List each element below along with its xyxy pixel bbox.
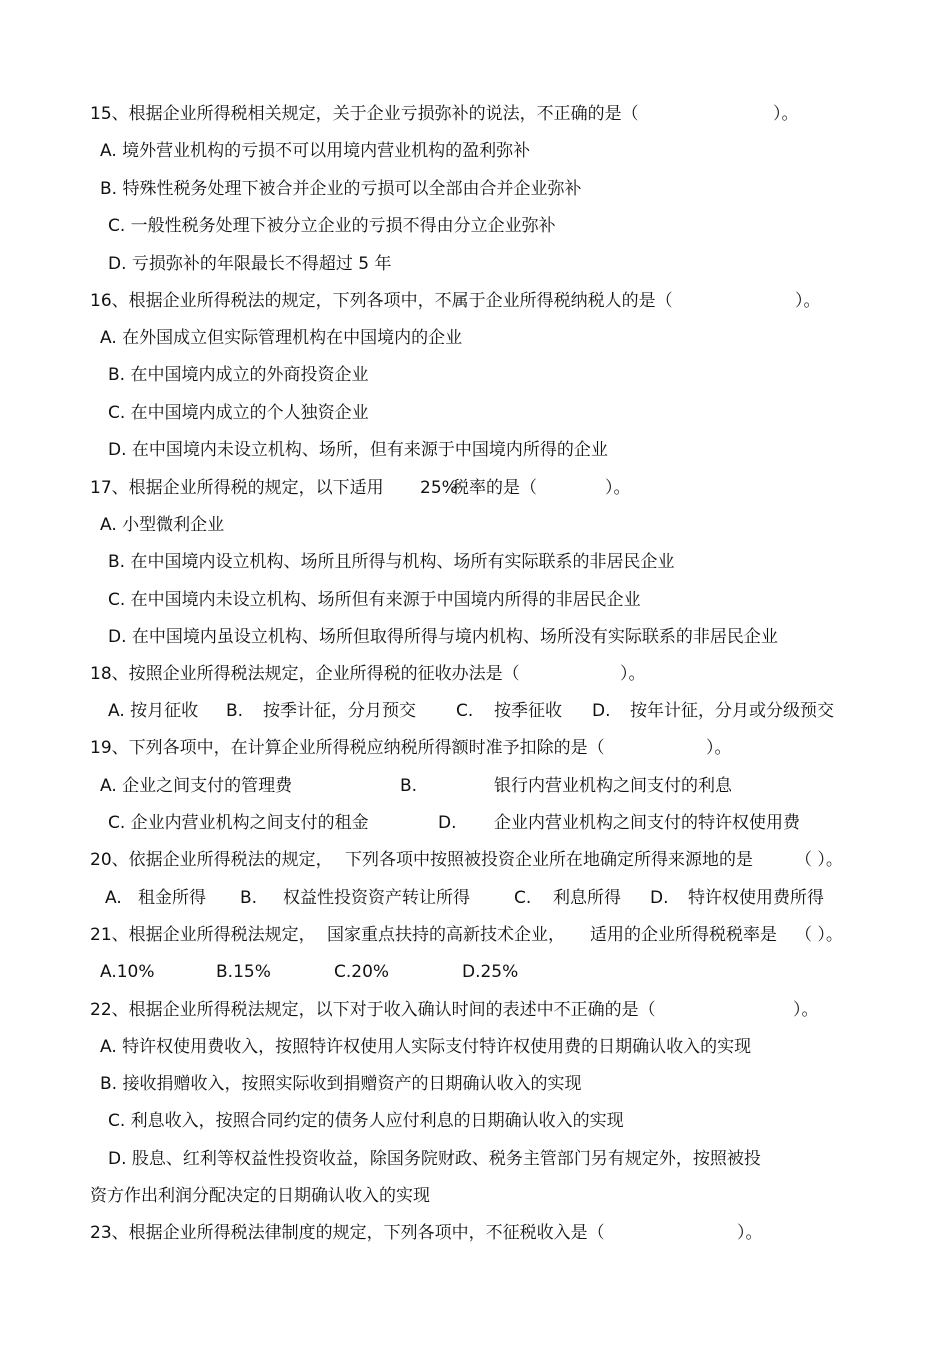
question-18-option-d-letter: D.: [592, 701, 611, 721]
question-20-option-c-letter: C.: [514, 888, 532, 908]
question-18-option-b: 按季计征，分月预交: [263, 701, 416, 721]
question-21-option-a: A.10%: [100, 962, 155, 982]
question-21-option-d: D.25%: [462, 962, 519, 982]
question-20-stem: 20、依据企业所得税法的规定，: [90, 850, 333, 870]
question-18-option-a: A. 按月征收: [108, 701, 199, 721]
question-16-stem-end: ）。: [795, 291, 821, 311]
question-15-stem: 15、根据企业所得税相关规定，关于企业亏损弥补的说法，不正确的是（: [90, 104, 639, 124]
question-15-option-c: C. 一般性税务处理下被分立企业的亏损不得由分立企业弥补: [108, 216, 556, 236]
question-22-stem: 22、根据企业所得税法规定，以下对于收入确认时间的表述中不正确的是（: [90, 1000, 656, 1020]
question-20-option-a: 租金所得: [138, 888, 206, 908]
question-17-stem-end: ）。: [605, 478, 631, 498]
question-19-option-d-letter: D.: [438, 813, 457, 833]
question-17-option-d: D. 在中国境内虽设立机构、场所但取得所得与境内机构、场所没有实际联系的非居民企业: [108, 627, 778, 647]
question-20-option-c: 利息所得: [553, 888, 621, 908]
question-19-option-d: 企业内营业机构之间支付的特许权使用费: [494, 813, 800, 833]
question-19-option-b-letter: B.: [400, 776, 418, 796]
question-23-stem-end: ）。: [737, 1223, 763, 1243]
question-19-stem: 19、下列各项中，在计算企业所得税应纳税所得额时准予扣除的是（: [90, 738, 605, 758]
question-17-rate: 25%: [420, 478, 458, 498]
question-17-option-c: C. 在中国境内未设立机构、场所但有来源于中国境内所得的非居民企业: [108, 590, 641, 610]
question-19-option-a: A. 企业之间支付的管理费: [100, 776, 293, 796]
question-15-option-d: D. 亏损弥补的年限最长不得超过 5 年: [108, 254, 392, 274]
question-17-stem-mid: 税率的是（: [452, 478, 537, 498]
question-19-option-b: 银行内营业机构之间支付的利息: [494, 776, 732, 796]
question-18-option-c: 按季征收: [494, 701, 562, 721]
question-18-option-d: 按年计征，分月或分级预交: [630, 701, 834, 721]
question-16-option-b: B. 在中国境内成立的外商投资企业: [108, 365, 369, 385]
question-20-stem-end: （ ）。: [795, 850, 843, 870]
question-17-stem: 17、根据企业所得税的规定，以下适用: [90, 478, 384, 498]
question-16-option-c: C. 在中国境内成立的个人独资企业: [108, 403, 369, 423]
question-17-option-b: B. 在中国境内设立机构、场所且所得与机构、场所有实际联系的非居民企业: [108, 552, 675, 572]
question-15-option-a: A. 境外营业机构的亏损不可以用境内营业机构的盈利弥补: [100, 141, 531, 161]
question-17-option-a: A. 小型微利企业: [100, 515, 225, 535]
question-21-option-b: B.15%: [216, 962, 271, 982]
question-20-option-b: 权益性投资资产转让所得: [283, 888, 470, 908]
question-16-stem: 16、根据企业所得税法的规定，下列各项中，不属于企业所得税纳税人的是（: [90, 291, 673, 311]
question-16-option-d: D. 在中国境内未设立机构、场所，但有来源于中国境内所得的企业: [108, 440, 608, 460]
question-15-option-b: B. 特殊性税务处理下被合并企业的亏损可以全部由合并企业弥补: [100, 179, 582, 199]
question-20-option-a-letter: A.: [105, 888, 122, 908]
question-22-option-d: D. 股息、红利等权益性投资收益，除国务院财政、税务主管部门另有规定外，按照被投: [108, 1149, 761, 1169]
question-21-stem: 21、根据企业所得税法规定，: [90, 925, 316, 945]
question-18-option-c-letter: C.: [456, 701, 474, 721]
question-20-option-d-letter: D.: [650, 888, 669, 908]
question-18-option-b-letter: B.: [226, 701, 244, 721]
question-22-option-b: B. 接收捐赠收入，按照实际收到捐赠资产的日期确认收入的实现: [100, 1074, 582, 1094]
question-20-option-b-letter: B.: [240, 888, 258, 908]
question-22-option-c: C. 利息收入，按照合同约定的债务人应付利息的日期确认收入的实现: [108, 1111, 624, 1131]
question-18-stem-end: ）。: [620, 664, 646, 684]
question-21-stem-mid: 国家重点扶持的高新技术企业，: [327, 925, 565, 945]
question-23-stem: 23、根据企业所得税法律制度的规定，下列各项中，不征税收入是（: [90, 1223, 605, 1243]
question-21-stem-end: （ ）。: [795, 925, 843, 945]
question-20-stem-mid: 下列各项中按照被投资企业所在地确定所得来源地的是: [345, 850, 753, 870]
question-18-stem: 18、按照企业所得税法规定，企业所得税的征收办法是（: [90, 664, 520, 684]
question-19-stem-end: ）。: [706, 738, 732, 758]
question-21-stem-mid2: 适用的企业所得税税率是: [590, 925, 777, 945]
question-22-option-a: A. 特许权使用费收入，按照特许权使用人实际支付特许权使用费的日期确认收入的实现: [100, 1037, 752, 1057]
question-20-option-d: 特许权使用费所得: [688, 888, 824, 908]
question-21-option-c: C.20%: [334, 962, 390, 982]
question-19-option-c: C. 企业内营业机构之间支付的租金: [108, 813, 369, 833]
question-15-stem-end: ）。: [773, 104, 799, 124]
question-22-option-d-cont: 资方作出利润分配决定的日期确认收入的实现: [90, 1186, 430, 1206]
question-16-option-a: A. 在外国成立但实际管理机构在中国境内的企业: [100, 328, 463, 348]
question-22-stem-end: ）。: [793, 1000, 819, 1020]
